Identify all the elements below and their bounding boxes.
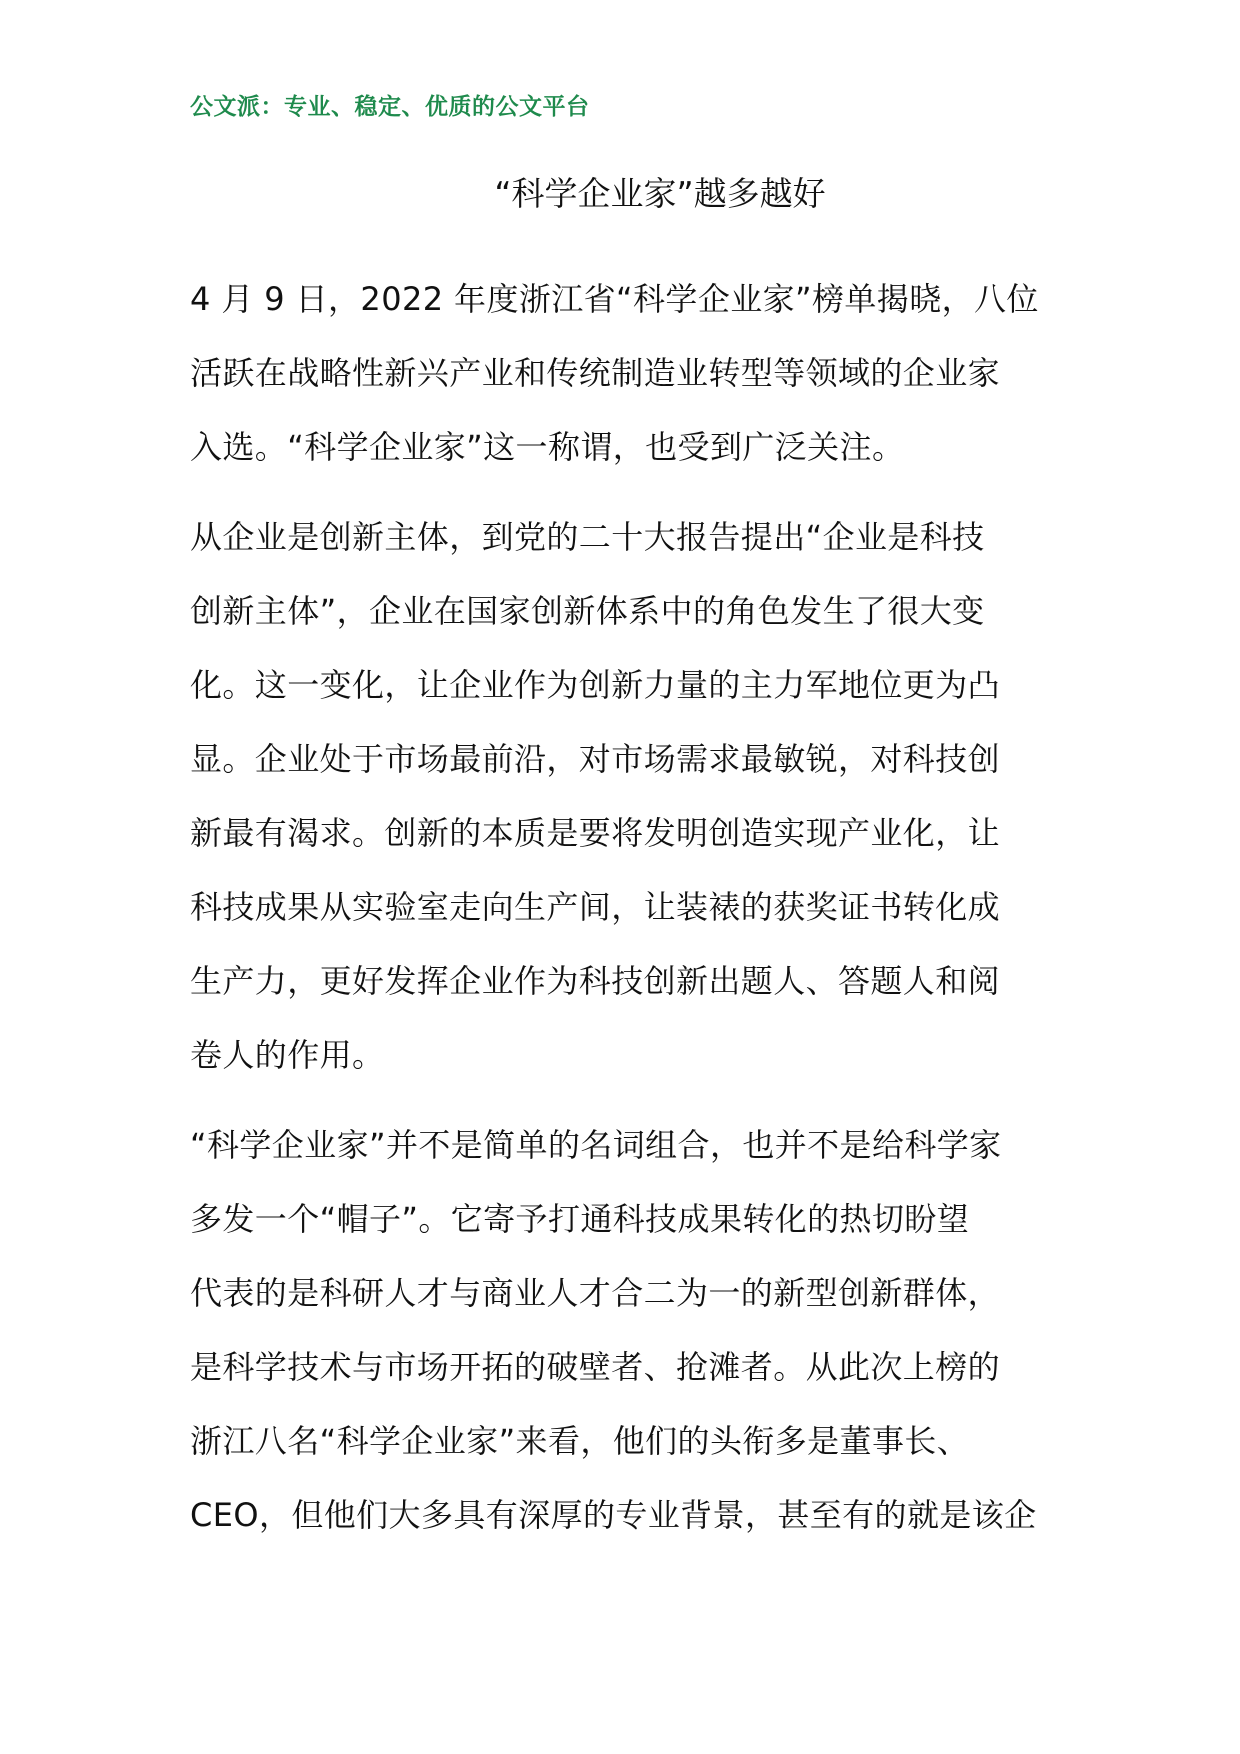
text-line: 生产力，更好发挥企业作为科技创新出题人、答题人和阅 <box>190 962 1001 1000</box>
text-line: CEO，但他们大多具有深厚的专业背景，甚至有的就是该企 <box>190 1496 1037 1534</box>
text-line: 是科学技术与市场开拓的破壁者、抢滩者。从此次上榜的 <box>190 1348 1001 1386</box>
text-line: 入选。“科学企业家”这一称谓，也受到广泛关注。 <box>190 428 905 466</box>
text-line: 化。这一变化，让企业作为创新力量的主力军地位更为凸 <box>190 666 1001 704</box>
site-header: 公文派：专业、稳定、优质的公文平台 <box>190 94 590 120</box>
paragraph-2 <box>190 500 1070 1092</box>
article-body <box>190 262 1070 1568</box>
paragraph-1 <box>190 262 1070 484</box>
text-line: 多发一个“帽子”。它寄予打通科技成果转化的热切盼望 <box>190 1200 970 1238</box>
text-line: 卷人的作用。 <box>190 1036 385 1074</box>
text-line: 显。企业处于市场最前沿，对市场需求最敏锐，对科技创 <box>190 740 1001 778</box>
text-line: 从企业是创新主体，到党的二十大报告提出“企业是科技 <box>190 518 985 556</box>
text-line: “科学企业家”并不是简单的名词组合，也并不是给科学家 <box>190 1126 1002 1164</box>
text-line: 代表的是科研人才与商业人才合二为一的新型创新群体， <box>190 1274 1001 1312</box>
text-line: 活跃在战略性新兴产业和传统制造业转型等领域的企业家 <box>190 354 1001 392</box>
text-line: 4 月 9 日，2022 年度浙江省“科学企业家”榜单揭晓，八位 <box>190 280 1039 318</box>
paragraph-3 <box>190 1108 1070 1552</box>
text-line: 科技成果从实验室走向生产间，让装裱的获奖证书转化成 <box>190 888 1001 926</box>
text-line: 新最有渴求。创新的本质是要将发明创造实现产业化，让 <box>190 814 1001 852</box>
article-title: “科学企业家”越多越好 <box>494 174 826 213</box>
text-line: 创新主体”，企业在国家创新体系中的角色发生了很大变 <box>190 592 985 630</box>
text-line: 浙江八名“科学企业家”来看，他们的头衔多是董事长、 <box>190 1422 970 1460</box>
